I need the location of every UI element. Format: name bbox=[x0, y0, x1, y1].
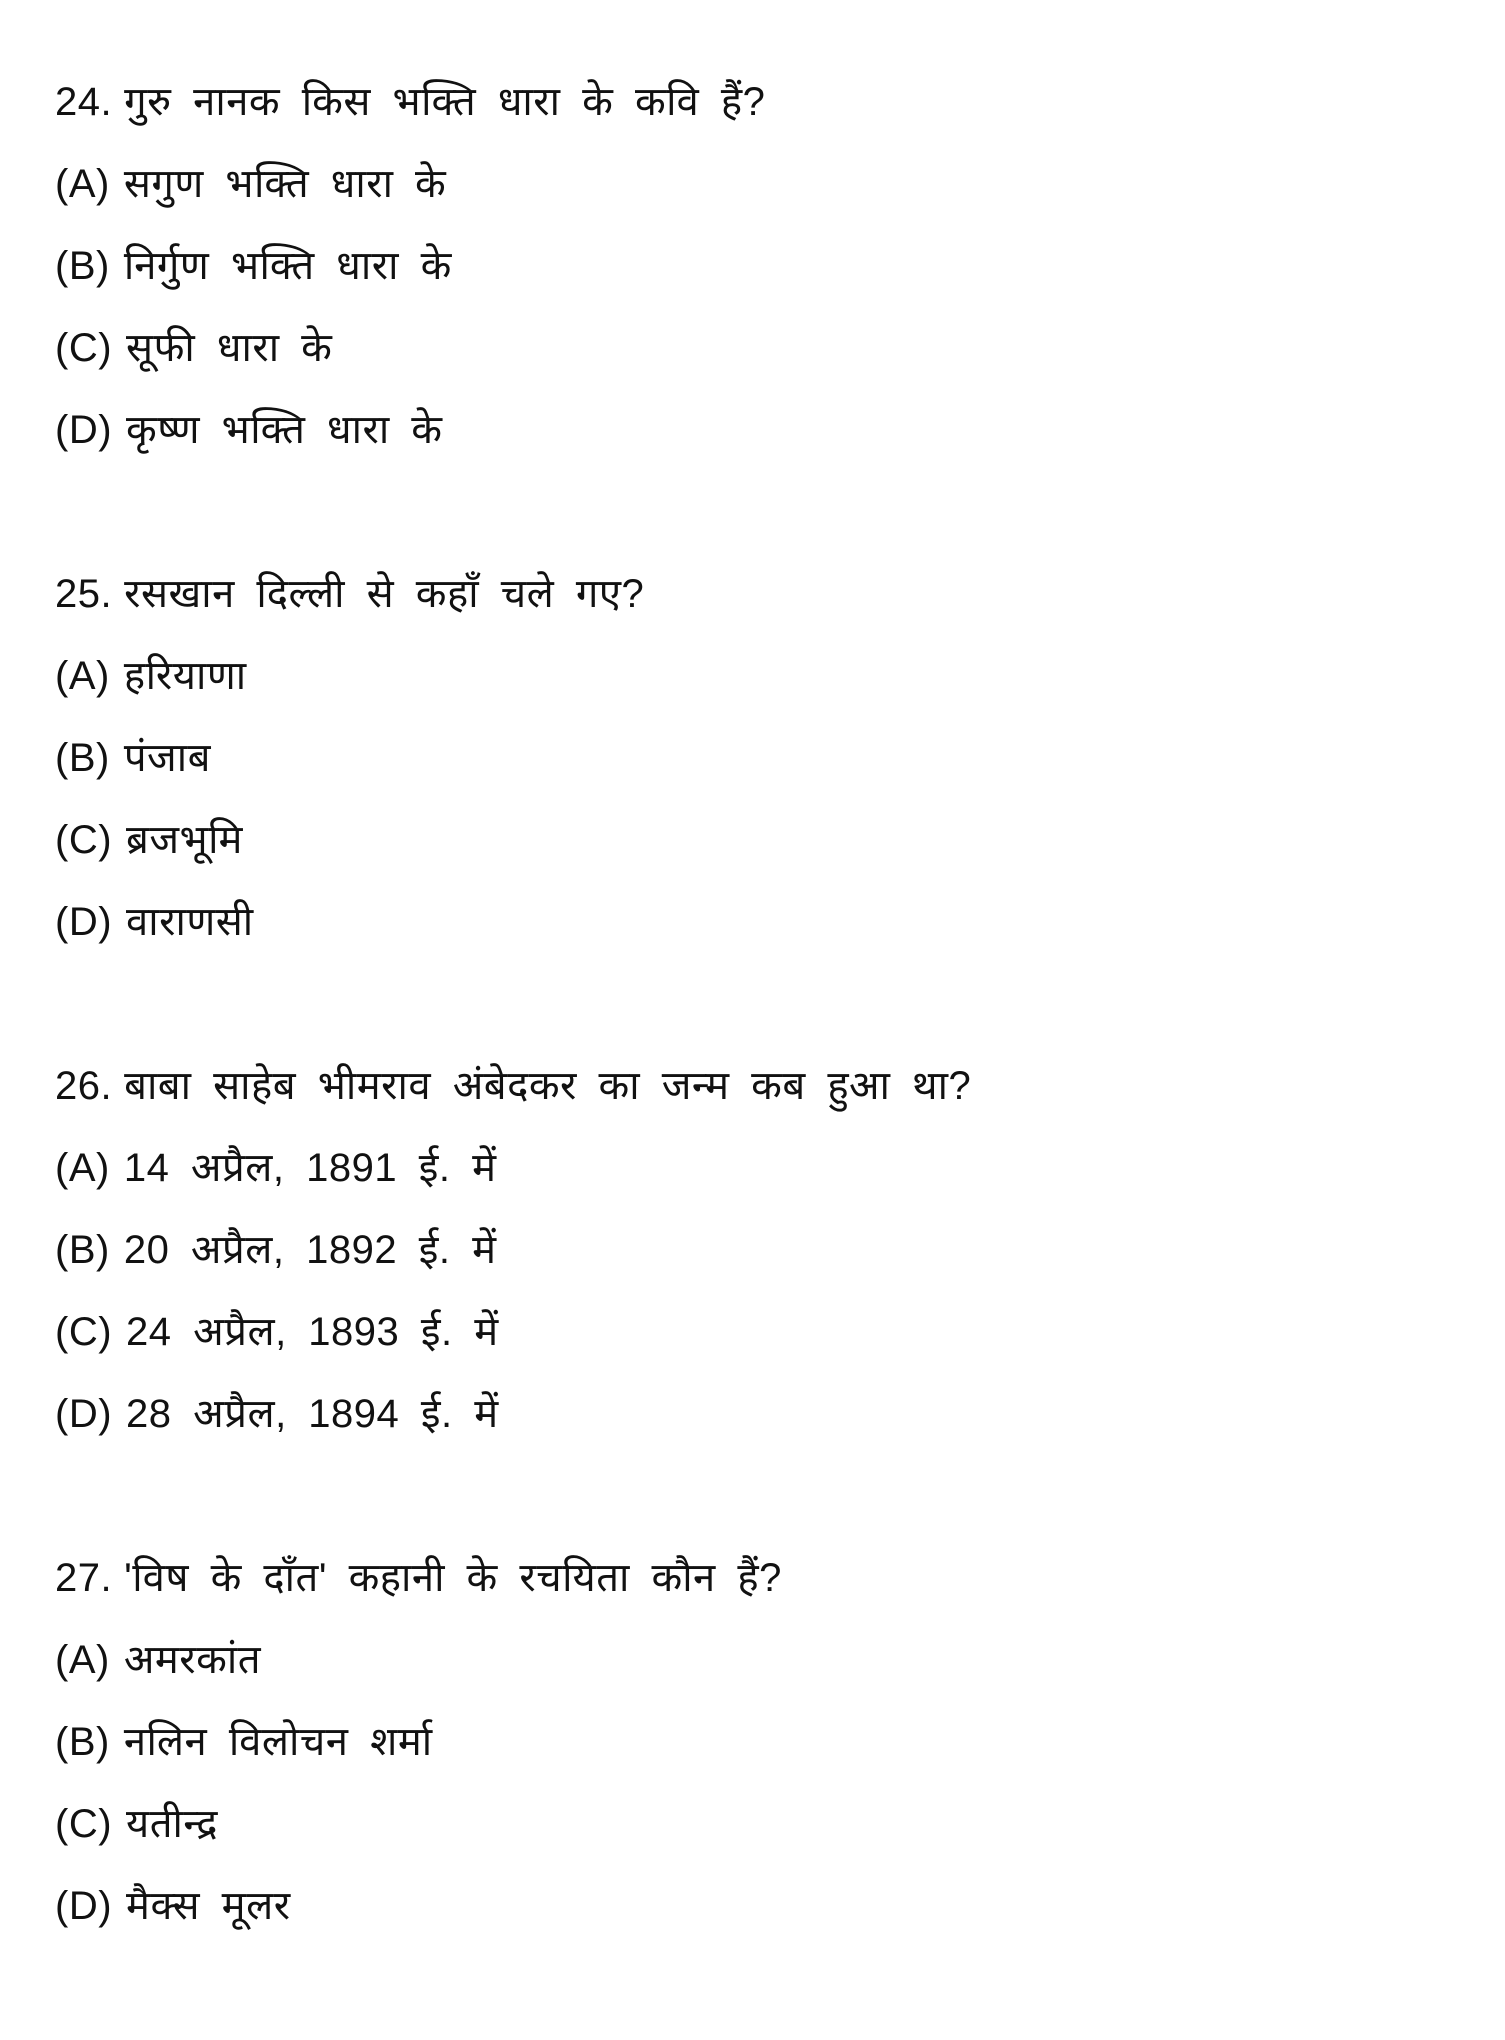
option-b bbox=[55, 236, 1455, 318]
option-label: (C) bbox=[55, 326, 113, 370]
option-a bbox=[55, 646, 1455, 728]
question-page bbox=[55, 72, 1455, 2040]
option-label: (A) bbox=[55, 1638, 110, 1682]
question-number: 24. bbox=[55, 80, 113, 124]
option-d bbox=[55, 1876, 1455, 1958]
option-label: (D) bbox=[55, 1884, 113, 1928]
question-stem bbox=[55, 1548, 1455, 1630]
question-stem bbox=[55, 1056, 1455, 1138]
option-label: (C) bbox=[55, 1310, 113, 1354]
question-stem bbox=[55, 72, 1455, 154]
option-text: वाराणसी bbox=[126, 900, 254, 944]
option-text: निर्गुण भक्ति धारा के bbox=[123, 244, 452, 288]
option-label: (B) bbox=[55, 244, 110, 288]
question-26 bbox=[55, 1056, 1455, 1466]
option-text: हरियाणा bbox=[123, 654, 247, 698]
option-b bbox=[55, 1712, 1455, 1794]
option-c bbox=[55, 1794, 1455, 1876]
option-a bbox=[55, 154, 1455, 236]
option-label: (B) bbox=[55, 1228, 110, 1272]
option-a bbox=[55, 1138, 1455, 1220]
option-label: (A) bbox=[55, 654, 110, 698]
option-label: (D) bbox=[55, 900, 113, 944]
option-d bbox=[55, 400, 1455, 482]
option-text: यतीन्द्र bbox=[126, 1802, 218, 1846]
option-d bbox=[55, 892, 1455, 974]
question-stem bbox=[55, 564, 1455, 646]
option-text: अमरकांत bbox=[123, 1638, 262, 1682]
question-text: गुरु नानक किस भक्ति धारा के कवि हैं? bbox=[124, 80, 766, 124]
question-number: 27. bbox=[55, 1556, 113, 1600]
option-text: कृष्ण भक्ति धारा के bbox=[126, 408, 443, 452]
question-number: 26. bbox=[55, 1064, 113, 1108]
option-c bbox=[55, 810, 1455, 892]
option-label: (B) bbox=[55, 736, 110, 780]
option-text: ब्रजभूमि bbox=[126, 818, 243, 862]
option-a bbox=[55, 1630, 1455, 1712]
option-b bbox=[55, 1220, 1455, 1302]
question-text: 'विष के दाँत' कहानी के रचयिता कौन हैं? bbox=[124, 1556, 782, 1600]
option-label: (C) bbox=[55, 1802, 113, 1846]
option-c bbox=[55, 318, 1455, 400]
option-label: (A) bbox=[55, 1146, 110, 1190]
option-label: (C) bbox=[55, 818, 113, 862]
question-27 bbox=[55, 1548, 1455, 1958]
option-text: नलिन विलोचन शर्मा bbox=[123, 1720, 433, 1764]
option-b bbox=[55, 728, 1455, 810]
option-label: (D) bbox=[55, 408, 113, 452]
option-c bbox=[55, 1302, 1455, 1384]
question-24 bbox=[55, 72, 1455, 482]
option-text: पंजाब bbox=[123, 736, 211, 780]
option-label: (D) bbox=[55, 1392, 113, 1436]
option-text: 20 अप्रैल, 1892 ई. में bbox=[123, 1228, 497, 1272]
question-text: रसखान दिल्ली से कहाँ चले गए? bbox=[124, 572, 645, 616]
option-text: 14 अप्रैल, 1891 ई. में bbox=[123, 1146, 497, 1190]
question-text: बाबा साहेब भीमराव अंबेदकर का जन्म कब हुआ था? bbox=[124, 1064, 972, 1108]
option-text: सगुण भक्ति धारा के bbox=[123, 162, 447, 206]
option-text: 28 अप्रैल, 1894 ई. में bbox=[126, 1392, 499, 1436]
option-text: मैक्स मूलर bbox=[126, 1884, 291, 1928]
option-text: 24 अप्रैल, 1893 ई. में bbox=[126, 1310, 499, 1354]
option-text: सूफी धारा के bbox=[126, 326, 333, 370]
question-25 bbox=[55, 564, 1455, 974]
option-d bbox=[55, 1384, 1455, 1466]
option-label: (A) bbox=[55, 162, 110, 206]
option-label: (B) bbox=[55, 1720, 110, 1764]
question-number: 25. bbox=[55, 572, 113, 616]
